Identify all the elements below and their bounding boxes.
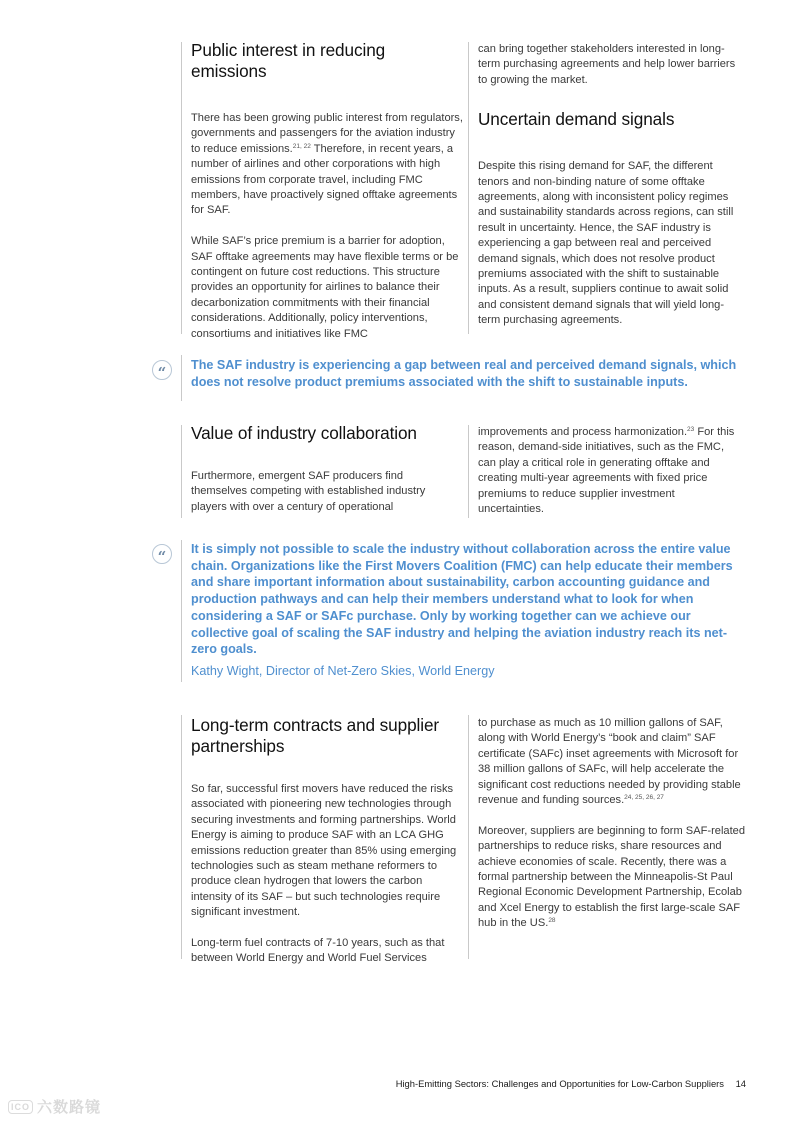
rule-left-quote2 — [181, 540, 182, 682]
rule-left-section2 — [181, 425, 182, 518]
rule-mid-section3 — [468, 715, 469, 959]
section3-left-column — [191, 715, 465, 967]
quote-mark-icon: “ — [152, 544, 172, 564]
pull-quote-1: The SAF industry is experiencing a gap between real and perceived demand signals, which does not resolve product premiums associated with the shift to sustainable inputs. — [191, 358, 737, 389]
section3-heading: Long-term contracts and supplier partnerships — [191, 715, 440, 756]
section1-heading: Public interest in reducing emissions — [191, 40, 386, 81]
section1-paragraph-1: There has been growing public interest from regulators, governments and passengers for the aviation industry to reduce emissions.$^{21, 22}$ Therefore, in recent years, a number of airlines and other corporations with high emissions from corporate travel, including FMC members, have proactively signed offtake agreements for SAF. — [191, 112, 463, 217]
section2-right-column — [478, 425, 738, 517]
section2-paragraph-right: improvements and process harmonization.$^{23}$ For this reason, demand-side initiatives, such as the FMC, can play a critical role in generating offtake and creating multi-year agreements with fixed price premiums to reduce supplier investment uncertainties. — [478, 426, 735, 516]
rule-left-section3 — [181, 715, 182, 959]
section1-right-column — [478, 42, 746, 329]
footer-title: High-Emitting Sectors: Challenges and Opportunities for Low-Carbon Suppliers — [395, 1078, 724, 1089]
uncertain-demand-heading: Uncertain demand signals — [478, 109, 675, 130]
section3-right-paragraph-2: Moreover, suppliers are beginning to form SAF-related partnerships to reduce risks, share resources and achieve economies of scale. Recently, there was a formal partnership between the Minneapolis-St Paul Regional Economic Development Partnership, Ecolab and Xcel Energy to establish the first large-scale SAF hub in the US.$^{28}$ — [478, 824, 745, 930]
section1-right-intro: can bring together stakeholders interested in long-term purchasing agreements and help lower barriers to growing the market. — [478, 43, 736, 86]
section3-right-column — [478, 716, 748, 932]
quote-attribution: Kathy Wight, Director of Net-Zero Skies, World Energy — [191, 664, 495, 678]
page-number: 14 — [735, 1078, 746, 1089]
footnote-ref: 28 — [548, 917, 556, 925]
section1-left-column — [191, 40, 463, 342]
footnote-ref: 24, 25, 26, 27 — [624, 794, 664, 802]
section1-paragraph-2: While SAF’s price premium is a barrier for adoption, SAF offtake agreements may have flexible terms or be contingent on future cost reductions. This structure provides an opportunity for airlines to balance their decarbonization commitments with their financial considerations. Additionally, policy interventions, consortiums and initiatives like FMC — [191, 235, 459, 340]
footnote-ref: 21, 22 — [292, 142, 311, 150]
watermark-logo-icon: ICO — [8, 1100, 33, 1114]
section2-paragraph-left: Furthermore, emergent SAF producers find themselves competing with established industry players with over a century of operational — [191, 470, 426, 513]
pull-quote-2: It is simply not possible to scale the industry without collaboration across the entire value chain. Organizations like the First Movers Coalition (FMC) can help educate their members and share important information about sustainability, carbon accounting guidance and production pathways and can help their members understand what to look for when considering a SAF or SAFc purchase. Only by working together can we achieve our collective goal of scaling the SAF industry and helping the aviation industry reach its net-zero goals. — [191, 542, 733, 657]
watermark-text: 六数路镜 — [37, 1099, 102, 1116]
section3-paragraph-2: Long-term fuel contracts of 7-10 years, such as that between World Energy and World Fuel Services — [191, 937, 445, 965]
uncertain-demand-paragraph: Despite this rising demand for SAF, the different tenors and non-binding nature of some offtake agreements, along with inconsistent policy regimes and sustainability standards across regions, can still result in uncertainty. Hence, the SAF industry is experiencing a gap between real and perceived demand signals, which does not resolve product premiums associated with the shift to sustainable inputs. As a result, suppliers continue to await solid and consistent demand signals that will yield long-term purchasing agreements. — [478, 160, 734, 327]
rule-left-quote1 — [181, 355, 182, 401]
section2-left-column — [191, 423, 461, 515]
rule-left-section1 — [181, 42, 182, 334]
rule-mid-section2 — [468, 425, 469, 518]
rule-mid-section1 — [468, 42, 469, 334]
section3-paragraph-1: So far, successful first movers have reduced the risks associated with pioneering new technologies through securing investments and forming partnerships. World Energy is aiming to produce SAF with an LCA GHG emissions reduction greater than 85% using emerging technologies such as steam methane reformers to produce clean hydrogen that lowers the carbon intensity of its SAF – but such technologies require significant investment. — [191, 783, 457, 919]
watermark — [8, 1096, 101, 1117]
quote-mark-icon: “ — [152, 360, 172, 380]
section3-right-paragraph-1: to purchase as much as 10 million gallons of SAF, along with World Energy’s “book and claim” SAF certificate (SAFc) inset agreements with Microsoft for 38 million gallons of SAFc, will help accelerate the significant cost reductions needed by providing stable revenue and funding sources.$^{24, 25, 26, 27}$ — [478, 717, 741, 807]
section2-heading: Value of industry collaboration — [191, 423, 417, 443]
footnote-ref: 23 — [687, 426, 695, 433]
